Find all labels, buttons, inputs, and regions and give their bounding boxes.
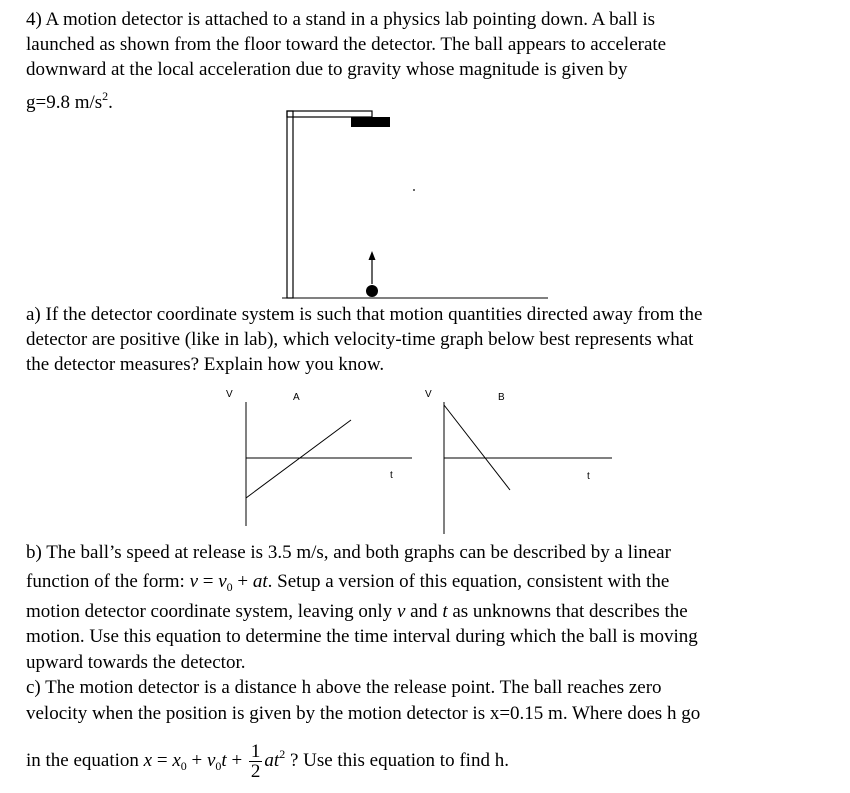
fraction-denominator: 2 [250, 761, 261, 783]
eq-plus: + [232, 571, 253, 592]
part-b-line-3-and: and [405, 601, 443, 622]
intro-line-3: downward at the local acceleration due to gravity whose magnitude is given by [26, 59, 628, 80]
eq-at: at [264, 750, 280, 771]
graph-a-ylabel: V [226, 389, 233, 400]
part-c-line-3-post: ? Use this equation to find h. [285, 750, 509, 771]
part-b-line-4: motion. Use this equation to determine the time interval during which the ball is moving [26, 626, 698, 647]
graph-b-ylabel: V [425, 389, 432, 400]
part-b-line-3 [26, 600, 688, 624]
position-equation [143, 741, 286, 783]
part-a-line-1: a) If the detector coordinate system is such that motion quantities directed away from the [26, 304, 703, 325]
part-a-line-2: detector are positive (like in lab), which velocity-time graph below best represents what [26, 329, 694, 350]
eq-v0: v [206, 750, 216, 771]
part-c-line-1: c) The motion detector is a distance h above the release point. The ball reaches zero [26, 677, 662, 698]
eq-x0-sub: 0 [180, 759, 187, 773]
unknown-v: v [396, 601, 406, 622]
one-half-fraction [249, 742, 263, 781]
eq-x0: x [172, 750, 181, 771]
part-b-line-2-pre: function of the form: [26, 571, 190, 592]
velocity-equation [190, 571, 268, 592]
eq-plus: + [186, 750, 207, 771]
part-c-line-2: velocity when the position is given by the motion detector is x=0.15 m. Where does h go [26, 703, 701, 724]
graph-b-xlabel: t [587, 471, 590, 482]
graph-b [425, 389, 612, 534]
eq-v: v [189, 571, 199, 592]
part-c-line-3 [26, 735, 509, 785]
graph-a-velocity-line [246, 420, 351, 498]
part-b-line-3-post: as unknowns that describes the [447, 601, 688, 622]
part-b-line-5: upward towards the detector. [26, 652, 246, 673]
unknown-t: t [442, 601, 448, 622]
part-b-line-2 [26, 570, 669, 599]
gravity-exponent: 2 [102, 89, 109, 103]
part-b-line-2-post: . Setup a version of this equation, consistent with the [267, 571, 670, 592]
part-a-line-3: the detector measures? Explain how you know. [26, 354, 385, 375]
part-b-line-1: b) The ball’s speed at release is 3.5 m/s, and both graphs can be described by a linear [26, 542, 671, 563]
graph-a-title: A [293, 392, 300, 403]
eq-v0: v [218, 571, 227, 592]
fraction-numerator: 1 [250, 741, 261, 763]
intro-line-2: launched as shown from the floor toward the detector. The ball appears to accelerate [26, 34, 667, 55]
eq-equals: = [152, 750, 173, 771]
eq-t-squared: 2 [279, 747, 286, 761]
eq-v0-sub: 0 [226, 580, 233, 594]
part-c-line-3-pre: in the equation [26, 750, 144, 771]
gravity-text: g=9.8 m/s [26, 92, 103, 113]
graph-a [226, 389, 412, 526]
graph-b-velocity-line [444, 405, 510, 490]
eq-at: at [252, 571, 268, 592]
eq-equals: = [198, 571, 219, 592]
eq-x: x [143, 750, 153, 771]
graph-a-xlabel: t [390, 470, 393, 481]
graph-b-title: B [498, 392, 505, 403]
part-b-line-3-pre: motion detector coordinate system, leaving only [26, 601, 397, 622]
eq-v0-sub: 0 [215, 759, 222, 773]
gravity-period: . [108, 92, 113, 113]
eq-t: t [221, 750, 227, 771]
intro-line-1: 4) A motion detector is attached to a stand in a physics lab pointing down. A ball is [26, 9, 656, 30]
eq-plus: + [226, 750, 247, 771]
